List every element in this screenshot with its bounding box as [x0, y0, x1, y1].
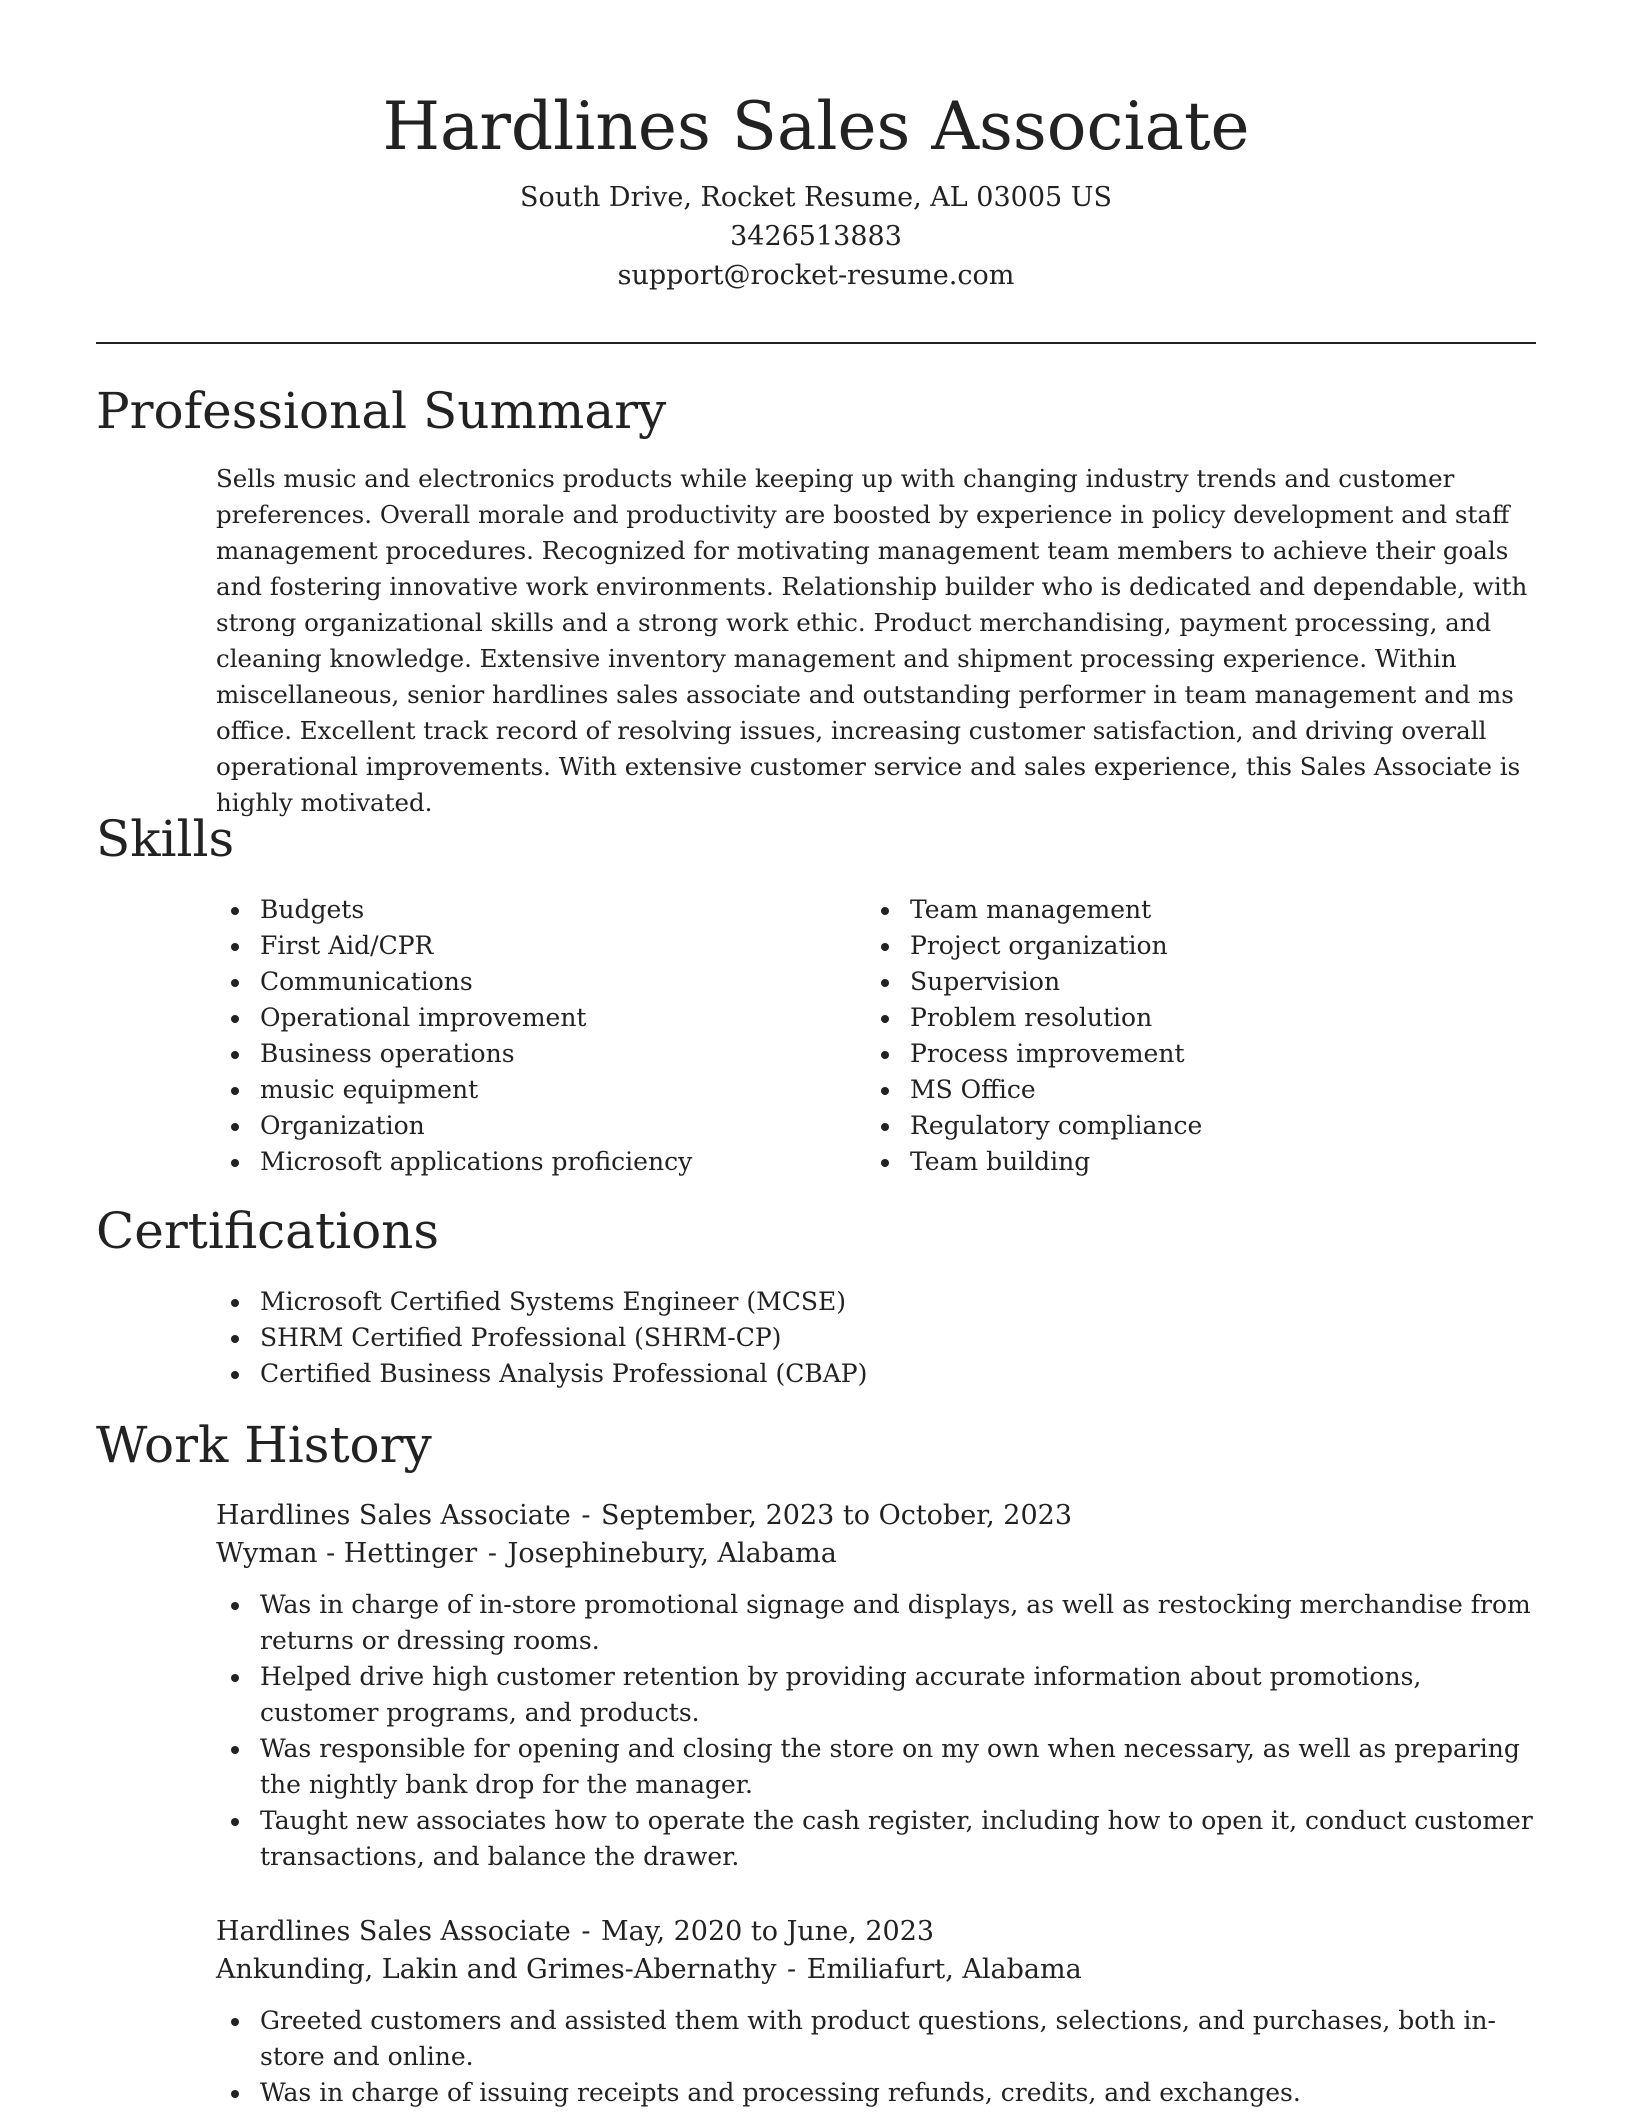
skills-left-column [216, 892, 856, 1180]
job-duty: Helped drive high customer retention by providing accurate information about promotions, customer programs, and products. [216, 1659, 1536, 1731]
job-duty: Was in charge of in-store promotional signage and displays, as well as restocking merchandise from returns or dressing rooms. [216, 1587, 1536, 1659]
certification-item: Microsoft Certified Systems Engineer (MCSE) [216, 1284, 1516, 1320]
skill-item: Regulatory compliance [866, 1108, 1506, 1144]
job-duty: Taught new associates how to operate the cash register, including how to open it, conduct customer transactions, and balance the drawer. [216, 1803, 1536, 1875]
contact-address: South Drive, Rocket Resume, AL 03005 US [519, 182, 1113, 213]
job-duty: Was in charge of issuing receipts and processing refunds, credits, and exchanges. [216, 2075, 1536, 2111]
skills-heading: Skills [96, 810, 235, 868]
job-separator: - [487, 1538, 497, 1569]
contact-phone: 3426513883 [730, 221, 902, 252]
job-separator: - [581, 1916, 591, 1947]
job-duties-list [216, 1587, 1536, 1875]
certification-item: Certified Business Analysis Professional (CBAP) [216, 1356, 1516, 1392]
job-separator: - [787, 1954, 797, 1985]
skill-item: Supervision [866, 964, 1506, 1000]
skill-item: music equipment [216, 1072, 856, 1108]
skill-item: Team building [866, 1144, 1506, 1180]
skill-item: Business operations [216, 1036, 856, 1072]
job-entry [216, 1913, 1536, 2111]
skills-right-list [866, 892, 1506, 1180]
skills-right-column [866, 892, 1506, 1180]
job-location: Emiliafurt, Alabama [806, 1954, 1082, 1985]
job-dates: May, 2020 to June, 2023 [601, 1916, 935, 1947]
skill-item: Budgets [216, 892, 856, 928]
summary-text: Sells music and electronics products while keeping up with changing industry trends and customer preferences. Overall morale and productivity are boosted by experience in policy development and staff management procedures. Recognized for motivating management team members to achieve their goals and fostering innovative work environments. Relationship builder who is dedicated and dependable, with strong organizational skills and a strong work ethic. Product merchandising, payment processing, and cleaning knowledge. Extensive inventory management and shipment processing experience. Within miscellaneous, senior hardlines sales associate and outstanding performer in team management and ms office. Excellent track record of resolving issues, increasing customer satisfaction, and driving overall operational improvements. With extensive customer service and sales experience, this Sales Associate is highly motivated. [216, 464, 1528, 817]
certifications-block [216, 1284, 1516, 1392]
job-title-line [216, 1497, 1536, 1535]
job-title-line [216, 1913, 1536, 1951]
skill-item: Communications [216, 964, 856, 1000]
job-company-line [216, 1535, 1536, 1573]
certification-item: SHRM Certified Professional (SHRM-CP) [216, 1320, 1516, 1356]
job-location: Josephinebury, Alabama [507, 1538, 837, 1569]
work-history-heading: Work History [96, 1416, 432, 1474]
job-company: Wyman - Hettinger [216, 1538, 478, 1569]
job-dates: September, 2023 to October, 2023 [601, 1500, 1073, 1531]
job-company: Ankunding, Lakin and Grimes-Abernathy [216, 1954, 777, 1985]
job-title: Hardlines Sales Associate [216, 1916, 571, 1947]
contact-email: support@rocket-resume.com [617, 260, 1015, 291]
job-duty: Was responsible for opening and closing the store on my own when necessary, as well as preparing the nightly bank drop for the manager. [216, 1731, 1536, 1803]
job-duties-list [216, 2003, 1536, 2111]
certifications-list [216, 1284, 1516, 1392]
skill-item: Process improvement [866, 1036, 1506, 1072]
job-duty: Greeted customers and assisted them with product questions, selections, and purchases, both in-store and online. [216, 2003, 1536, 2075]
skill-item: Operational improvement [216, 1000, 856, 1036]
job-entry [216, 1497, 1536, 1875]
header-divider [96, 342, 1536, 344]
job-separator: - [581, 1500, 591, 1531]
job-title: Hardlines Sales Associate [216, 1500, 571, 1531]
skill-item: Microsoft applications proficiency [216, 1144, 856, 1180]
skill-item: Problem resolution [866, 1000, 1506, 1036]
certifications-heading: Certifications [96, 1202, 440, 1260]
summary-heading: Professional Summary [96, 382, 667, 440]
skill-item: Organization [216, 1108, 856, 1144]
candidate-name: Hardlines Sales Associate [382, 88, 1250, 165]
job-company-line [216, 1951, 1536, 1989]
skill-item: Team management [866, 892, 1506, 928]
skill-item: MS Office [866, 1072, 1506, 1108]
resume-header [96, 82, 1536, 295]
skill-item: First Aid/CPR [216, 928, 856, 964]
skills-left-list [216, 892, 856, 1180]
skill-item: Project organization [866, 928, 1506, 964]
